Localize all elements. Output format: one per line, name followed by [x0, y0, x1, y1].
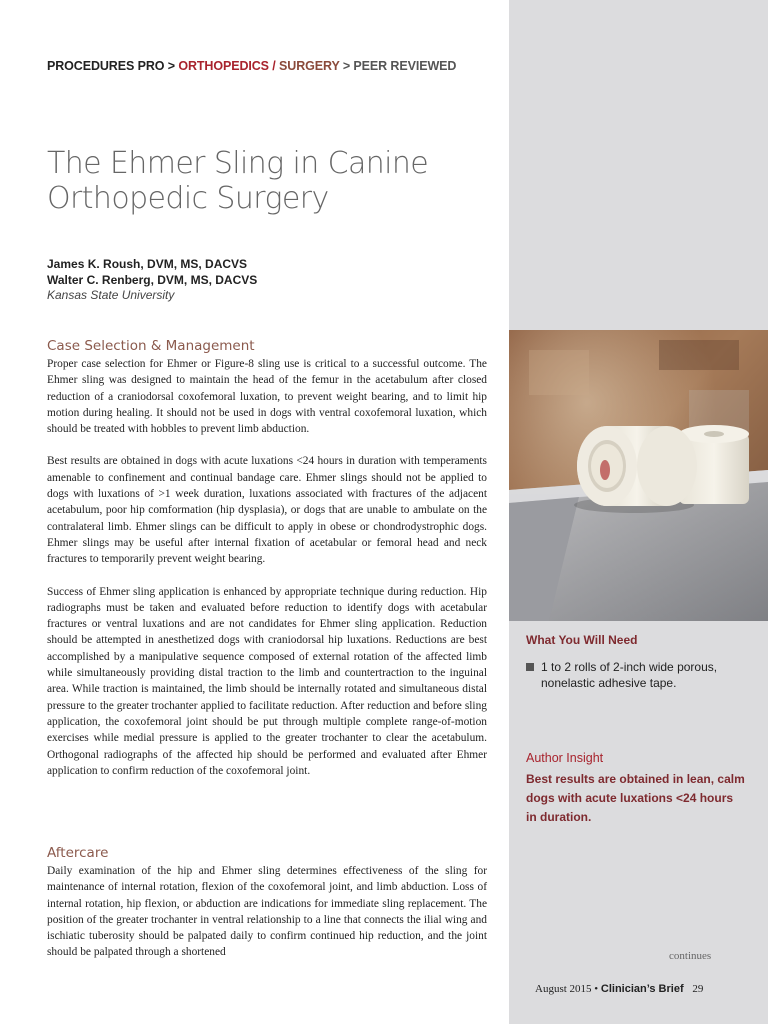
- article-title: [47, 146, 487, 216]
- need-item-text: 1 to 2 rolls of 2-inch wide porous, nonelastic adhesive tape.: [541, 660, 718, 690]
- footer-publication: Clinician’s Brief: [600, 983, 684, 995]
- footer-date: August 2015 •: [535, 983, 599, 995]
- paragraph: Best results are obtained in dogs with acute luxations <24 hours in duration with temperaments amenable to confinement and continual bandage care. Ehmer slings should not be applied to dogs with luxations of >1 week duration, luxations associated with fractures of the adjacent acetabulum, poor hip comformation (hip dysplasia), or dogs that are unable to ambulate on the contralateral limb. Ehmer slings can be difficult to apply in obese or chondrodystrophic dogs. Ehmer slings may be useful after internal fixation of acetabular or femoral head and neck fractures to temporarily prevent weight bearing.: [47, 455, 487, 566]
- paragraph: Success of Ehmer sling application is enhanced by appropriate technique during reduction. Hip radiographs must be taken and evaluated before reduction to identify dogs with acetabular fractures or ventral luxations and are not candidates for Ehmer sling application. Reduction should be attempted in anesthetized dogs with craniodorsal hip luxations. Reductions are best accomplished by a manipulative sequence composed of external rotation of the affected limb while simultaneously providing distal traction to the limb and countertraction to the inguinal area. While traction is maintained, the limb should be internally rotated and simultaneous distal pressure to the greater trochanter applied to facilitate reduction. After reduction and before sling application, the coxofemoral joint should be put through multiple complete range-of-motion exercises while medial pressure is applied to the greater trochanter to clear the acetabulum. Orthogonal radiographs of the affected hip should be performed and evaluated after Ehmer application to confirm reduction of the coxofemoral joint.: [47, 585, 487, 777]
- paragraph: Daily examination of the hip and Ehmer sling determines effectiveness of the sling for maintenance of internal rotation, flexion of the coxofemoral joint, and limb abduction. Loss of internal rotation, hip flexion, or abduction are indications for immediate sling replacement. The position of the greater trochanter in ventral relationship to a line that connects the ilial wing and ischiatic tuberosity should be palpated daily to confirm continued hip reduction, and the joint should be palpated through a shortened: [47, 865, 487, 959]
- section-heading-case-selection: Case Selection & Management: [47, 338, 255, 354]
- section-body-aftercare: [47, 863, 487, 977]
- sidebar-need-title: What You Will Need: [526, 633, 638, 647]
- tape-rolls-photo: [509, 330, 768, 621]
- page-number: 29: [692, 983, 704, 995]
- sidebar-insight-text: Best results are obtained in lean, calm dogs with acute luxations <24 hours in duration.: [526, 772, 745, 824]
- author-block: [47, 257, 257, 304]
- section-body-case-selection: [47, 356, 487, 795]
- breadcrumb-subcategory[interactable]: SURGERY: [279, 59, 340, 73]
- continues-label: continues: [669, 950, 712, 962]
- square-bullet-icon: [526, 663, 534, 671]
- author-affiliation: Kansas State University: [47, 288, 175, 302]
- author-name: James K. Roush, DVM, MS, DACVS: [47, 257, 248, 271]
- section-heading-aftercare: Aftercare: [47, 845, 109, 861]
- breadcrumb-category[interactable]: ORTHOPEDICS /: [178, 59, 276, 73]
- title-line-1: The Ehmer Sling in Canine: [47, 146, 429, 181]
- author-name: Walter C. Renberg, DVM, MS, DACVS: [47, 272, 258, 287]
- sidebar-insight-title: Author Insight: [526, 751, 604, 765]
- breadcrumb-section[interactable]: PROCEDURES PRO >: [47, 59, 175, 73]
- title-line-2: Orthopedic Surgery: [47, 181, 329, 216]
- sidebar-need-item: [526, 659, 746, 691]
- page-footer: [535, 983, 703, 995]
- breadcrumb: [47, 59, 456, 73]
- breadcrumb-review[interactable]: > PEER REVIEWED: [342, 59, 457, 73]
- paragraph: Proper case selection for Ehmer or Figure-8 sling use is critical to a successful outcome. The Ehmer sling was designed to maintain the head of the femur in the acetabulum after closed reduction of a craniodorsal coxofemoral luxation, to prevent weight bearing, and to limit hip motion during healing. It should not be used in dogs with ventral coxofemoral luxation, which should be treated with hobbles to prevent limb abduction.: [47, 358, 487, 436]
